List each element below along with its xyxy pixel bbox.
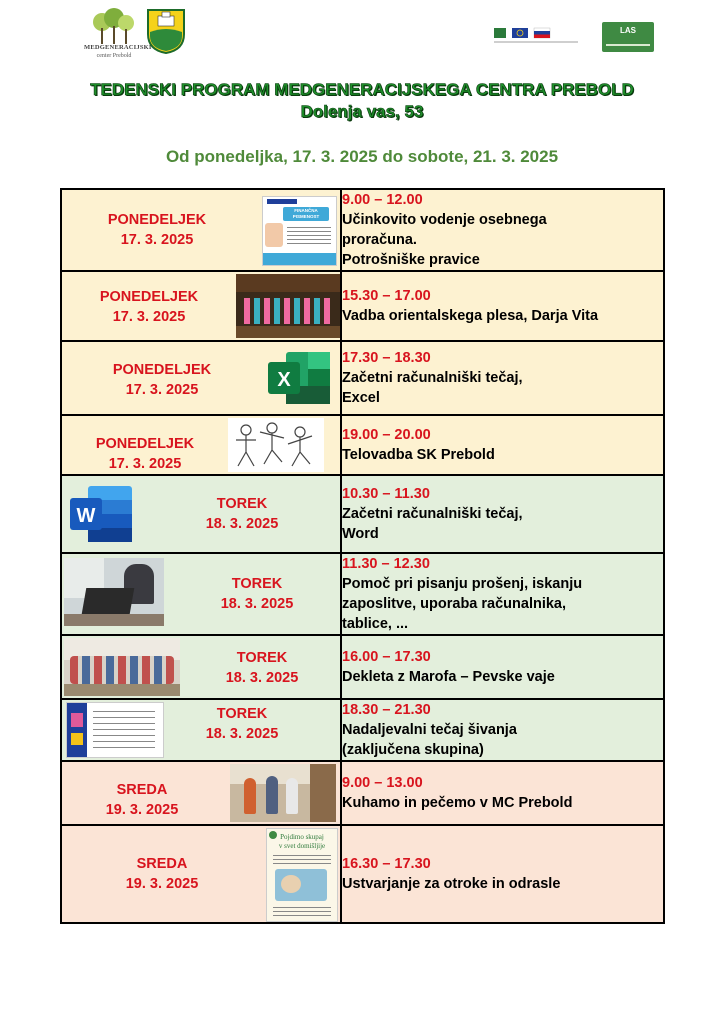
financial-literacy-poster-icon: FINANČNA PISMENOST (262, 196, 337, 266)
table-row (61, 271, 664, 341)
exercise-sketch-icon (228, 418, 324, 472)
day-cell: TOREK 18. 3. 2025 (205, 496, 279, 532)
activity-label: Pomoč pri pisanju prošenj, iskanju (342, 576, 583, 592)
kitchen-photo-icon (230, 764, 336, 822)
activity-label: Učinkovito vodenje osebnega (342, 212, 547, 228)
excel-icon (266, 348, 332, 408)
activity-label: tablice, ... (342, 616, 409, 632)
organization-logo (84, 8, 188, 68)
activity-label: Začetni računalniški tečaj, (342, 370, 523, 386)
time-label: 10.30 – 11.30 (342, 486, 430, 502)
activity-label: Začetni računalniški tečaj, (342, 506, 523, 522)
choir-photo-icon (64, 638, 180, 696)
activity-label: Nadaljevalni tečaj šivanja (342, 722, 517, 738)
date-range: Od ponedeljka, 17. 3. 2025 do sobote, 21. 3. 2025 (165, 147, 559, 166)
address: Dolenja vas, 53 (300, 102, 424, 121)
table-row (61, 189, 664, 271)
table-row (61, 699, 664, 761)
time-label: 9.00 – 13.00 (342, 775, 423, 791)
coat-of-arms-icon (146, 8, 186, 54)
day-cell: PONEDELJEK 17. 3. 2025 (112, 362, 212, 398)
svg-text:W: W (76, 505, 96, 527)
activity-label: Potrošniške pravice (342, 252, 480, 268)
activity-label: Word (342, 526, 379, 542)
time-label: 15.30 – 17.00 (342, 288, 431, 304)
time-label: 17.30 – 18.30 (342, 350, 431, 366)
table-row (61, 475, 664, 553)
day-cell: TOREK 18. 3. 2025 (225, 650, 299, 686)
sewing-poster-icon (66, 702, 164, 758)
table-row (61, 553, 664, 635)
table-row (61, 341, 664, 415)
activity-label: (zaključena skupina) (342, 742, 484, 758)
organization-name: MEDGENERACIJSKI center Prebold (84, 44, 152, 59)
activity-label: Ustvarjanje za otroke in odrasle (342, 876, 561, 892)
time-label: 16.00 – 17.30 (342, 649, 431, 665)
activity-label: Kuhamo in pečemo v MC Prebold (342, 795, 573, 811)
activity-label: proračuna. (342, 232, 417, 248)
eu-funding-logos-icon (494, 26, 578, 48)
activity-label: Dekleta z Marofa – Pevske vaje (342, 669, 555, 685)
table-row (61, 635, 664, 699)
tree-logo-icon (84, 8, 144, 46)
activity-label: Telovadba SK Prebold (342, 447, 495, 463)
svg-text:X: X (277, 369, 291, 391)
day-cell: PONEDELJEK 17. 3. 2025 (95, 436, 195, 472)
activity-label: zaposlitve, uporaba računalnika, (342, 596, 567, 612)
day-cell: SREDA 19. 3. 2025 (125, 856, 199, 892)
laptop-photo-icon (64, 558, 164, 626)
page-title: TEDENSKI PROGRAM MEDGENERACIJSKEGA CENTRA PREBOLD (90, 80, 634, 99)
activity-label: Vadba orientalskega plesa, Darja Vita (342, 308, 599, 324)
activity-label: Excel (342, 390, 380, 406)
day-cell: PONEDELJEK 17. 3. 2025 (107, 212, 207, 248)
day-cell: SREDA 19. 3. 2025 (105, 782, 179, 818)
day-cell: TOREK 18. 3. 2025 (220, 576, 294, 612)
time-label: 9.00 – 12.00 (342, 192, 423, 208)
schedule-table (60, 188, 665, 924)
day-cell: TOREK 18. 3. 2025 (205, 706, 279, 742)
word-icon (68, 482, 134, 546)
time-label: 11.30 – 12.30 (342, 556, 430, 572)
table-row (61, 825, 664, 923)
time-label: 18.30 – 21.30 (342, 702, 431, 718)
time-label: 16.30 – 17.30 (342, 856, 431, 872)
las-logo: LAS (602, 22, 654, 52)
day-cell: PONEDELJEK 17. 3. 2025 (99, 289, 199, 325)
partner-logos (494, 22, 664, 56)
table-row (61, 761, 664, 825)
dance-stage-photo-icon (236, 274, 340, 338)
table-row (61, 415, 664, 475)
creative-poster-icon: Pojdimo skupaj v svet domišljije (266, 828, 338, 922)
time-label: 19.00 – 20.00 (342, 427, 431, 443)
